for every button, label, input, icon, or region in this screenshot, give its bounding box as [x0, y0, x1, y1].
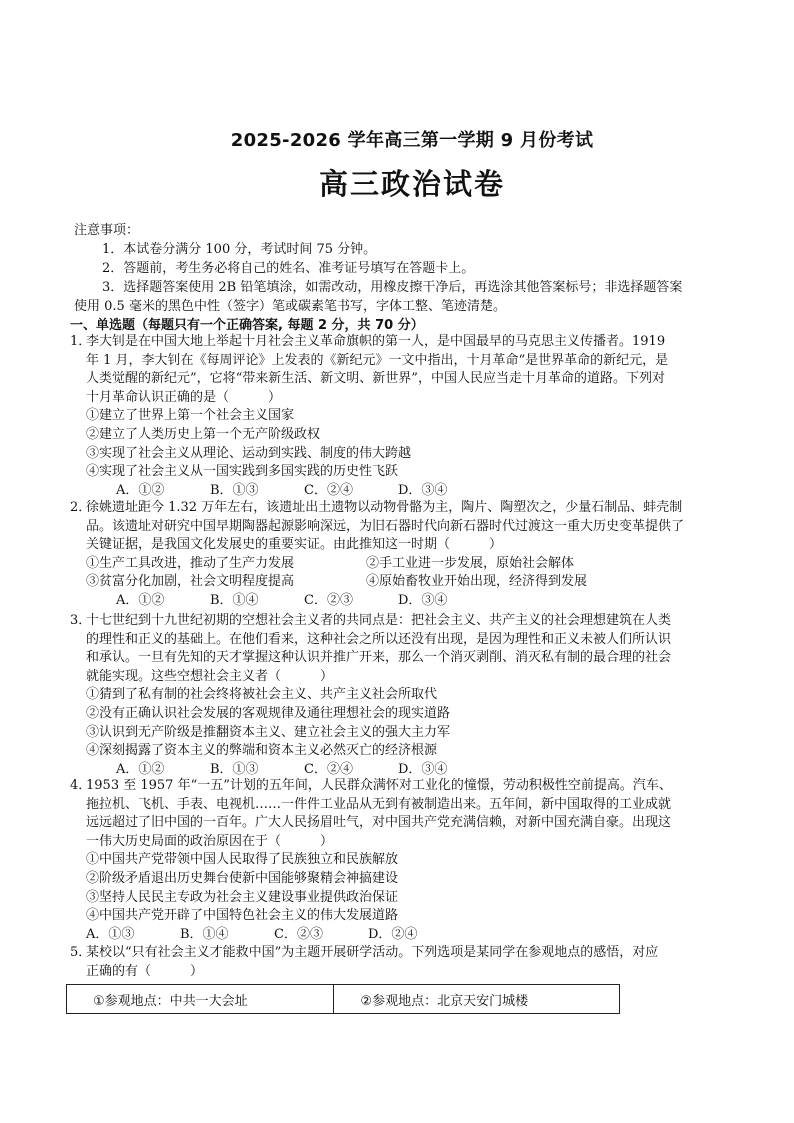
option-item: ④原始畜牧业开始出现，经济得到发展	[366, 574, 588, 590]
stem-line: 的理性和正义的基础上。在他们看来，这种社会之所以还没有出现，是因为理性和正义未被人们所认识	[86, 631, 672, 647]
notes-heading: 注意事项：	[74, 223, 140, 238]
stem-line: 徐姚遗址距今 1.32 万年左右，该遗址出土遗物以动物骨骼为主，陶片、陶塑次之，少量石制品、蚌壳制	[86, 500, 683, 515]
answer-c: C．②④	[304, 482, 353, 498]
table-cell: ①参观地点：中共一大会址	[67, 985, 334, 1014]
option-item: ④深刻揭露了资本主义的弊端和资本主义必然灭亡的经济根源	[86, 743, 438, 759]
stem-line: 品。该遗址对研究中国早期陶器起源影响深远，为旧石器时代向新石器时代过渡这一重大历史变革提供了	[86, 518, 685, 534]
stem-line: 李大钊是在中国大地上举起十月社会主义革命旗帜的第一人，是中国最早的马克思主义传播者。1919	[86, 334, 666, 349]
answer-choices	[70, 592, 726, 611]
option-item: ①猜到了私有制的社会终将被社会主义、共产主义社会所取代	[86, 687, 438, 703]
table-cell: ②参观地点：北京天安门城楼	[334, 985, 620, 1014]
question-number: 2．	[70, 500, 92, 515]
question-4	[70, 777, 726, 944]
option-item: ③贫富分化加剧，社会文明程度提高	[86, 574, 295, 590]
answer-b: B．①④	[180, 926, 229, 942]
question-stem	[70, 612, 726, 686]
answer-d: D．③④	[398, 592, 448, 608]
answer-a: A．①②	[116, 592, 165, 608]
answer-c: C．②④	[304, 761, 353, 777]
option-item: ④实现了社会主义从一国实践到多国实践的历史性飞跃	[86, 464, 399, 480]
question-stem	[70, 333, 726, 407]
exam-title: 2025-2026 学年高三第一学期 9 月份考试	[230, 130, 594, 151]
table-row	[67, 985, 620, 1014]
section-title: 一、单选题（每题只有一个正确答案, 每题 2 分，共 70 分）	[70, 318, 424, 333]
note-item: 1．本试卷分满分 100 分，考试时间 75 分钟。	[102, 242, 377, 257]
option-row	[70, 555, 726, 574]
paper-title: 高三政治试卷	[318, 167, 505, 201]
note-item: 使用 0.5 毫米的黑色中性（签字）笔或碳素笔书写，字体工整、笔迹清楚。	[74, 299, 506, 314]
stem-line: 某校以“只有社会主义才能救中国”为主题开展研学活动。下列选项是某同学在参观地点的感悟，对应	[86, 945, 659, 960]
option-item: ③坚持人民民主专政为社会主义建设事业提供政治保证	[86, 889, 399, 905]
stem-line: 远远超过了旧中国的一百年。广大人民扬眉吐气，对中国共产党充满信赖，对新中国充满自豪。出现这	[86, 815, 672, 831]
stem-line: 正确的有（ ）	[86, 963, 204, 979]
option-item: ①建立了世界上第一个社会主义国家	[86, 408, 295, 424]
question-number: 1．	[70, 334, 92, 349]
stem-line: 十月革命认识正确的是（ ）	[86, 389, 282, 405]
stem-line: 年 1 月，李大钊在《每周评论》上发表的《新纪元》一文中指出，十月革命“是世界革命的新纪元，是	[86, 352, 669, 368]
answer-c: C．②③	[304, 592, 353, 608]
stem-line: 一伟大历史局面的政治原因在于（ ）	[86, 833, 334, 849]
answer-d: D．③④	[398, 761, 448, 777]
question-number: 4．	[70, 778, 92, 793]
notes-block	[74, 221, 734, 316]
option-item: ③认识到无产阶级是推翻资本主义、建立社会主义的强大主力军	[86, 724, 451, 740]
answer-b: B．①③	[210, 482, 259, 498]
answer-c: C．②③	[274, 926, 323, 942]
option-item: ①生产工具改进，推动了生产力发展	[86, 555, 295, 571]
answer-d: D．③④	[398, 482, 448, 498]
answer-choices	[70, 926, 726, 945]
answer-a: A．①③	[86, 926, 135, 942]
question-5	[70, 944, 726, 981]
answer-b: B．①④	[210, 592, 259, 608]
question-1	[70, 333, 726, 500]
stem-line: 关键证据，是我国文化发展史的重要实证。由此推知这一时期（ ）	[86, 537, 503, 553]
stem-line: 1953 至 1957 年“一五”计划的五年间，人民群众满怀对工业化的憧憬，劳动积极性空前提高。汽车、	[86, 778, 672, 793]
question-number: 3．	[70, 613, 92, 628]
question-3	[70, 612, 726, 779]
option-item: ①中国共产党带领中国人民取得了民族独立和民族解放	[86, 852, 399, 868]
stem-line: 十七世纪到十九世纪初期的空想社会主义者的共同点是：把社会主义、共产主义的社会理想建筑在人类	[86, 613, 672, 628]
stem-line: 就能实现。这些空想社会主义者（ ）	[86, 668, 334, 684]
stem-line: 人类觉醒的新纪元”，它将“带来新生活、新文明、新世界”，中国人民应当走十月革命的道路。下列对	[86, 371, 665, 387]
answer-a: A．①②	[116, 761, 165, 777]
stem-line: 和承认。一旦有先知的天才掌握这种认识并推广开来，那么一个消灭剥削、消灭私有制的最合理的社会	[86, 650, 672, 666]
question-stem	[70, 499, 726, 555]
answer-b: B．①③	[210, 761, 259, 777]
note-item: 2．答题前，考生务必将自己的姓名、准考证号填写在答题卡上。	[102, 261, 475, 276]
option-item: ②阶级矛盾退出历史舞台使新中国能够聚精会神搞建设	[86, 870, 399, 886]
stem-line: 拖拉机、飞机、手表、电视机……一件件工业品从无到有被制造出来。五年间，新中国取得的工业成就	[86, 796, 672, 812]
option-item: ②手工业进一步发展，原始社会解体	[366, 555, 575, 571]
question-stem	[70, 944, 726, 981]
answer-choices	[70, 482, 726, 501]
option-item: ②建立了人类历史上第一个无产阶级政权	[86, 426, 321, 442]
answer-a: A．①②	[116, 482, 165, 498]
note-item: 3．选择题答案使用 2B 铅笔填涂，如需改动，用橡皮擦干净后，再选涂其他答案标号；非选择题答案	[102, 280, 683, 295]
option-item: ④中国共产党开辟了中国特色社会主义的伟大发展道路	[86, 908, 399, 924]
question-stem	[70, 777, 726, 851]
question-number: 5．	[70, 945, 92, 960]
option-row	[70, 573, 726, 592]
option-item: ③实现了社会主义从理论、运动到实践、制度的伟大跨越	[86, 445, 412, 461]
option-item: ②没有正确认识社会发展的客观规律及通往理想社会的现实道路	[86, 705, 451, 721]
answer-d: D．②④	[368, 926, 418, 942]
question-2	[70, 499, 726, 611]
visit-table	[66, 984, 620, 1014]
